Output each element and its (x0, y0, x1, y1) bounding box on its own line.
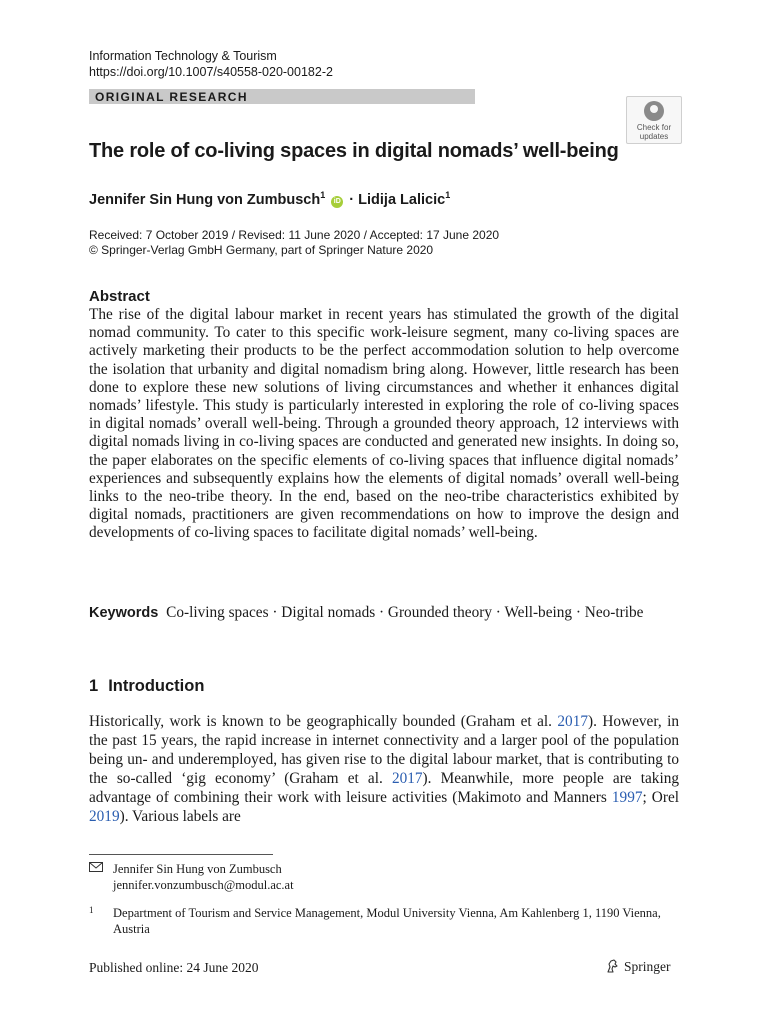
section-heading (89, 676, 204, 696)
citation-link[interactable]: 1997 (611, 789, 643, 806)
author-email[interactable]: jennifer.vonzumbusch@modul.ac.at (113, 878, 294, 892)
check-for-updates-button[interactable] (626, 96, 682, 144)
paragraph-text: ; Orel (642, 789, 679, 806)
paragraph-text: ). However, in the past 15 years, the rapid increase in internet connectivity and a larger pool of the population being un- and underemployed, has given rise to the digital labour market, that is contributing to the so-called ‘gig economy’ (Graham et al. (89, 713, 679, 787)
journal-name: Information Technology & Tourism (89, 49, 277, 63)
check-for-updates-label: Check for updates (636, 123, 672, 141)
article-title: The role of co-living spaces in digital nomads’ well-being (89, 140, 619, 162)
abstract-text: The rise of the digital labour market in recent years has stimulated the growth of the digital nomad community. To cater to this specific work-leisure segment, many co-living spaces are actively marketing their products to be the perfect accommodation solution to help overcome the isolation that urbanity and digital nomadism bring along. However, little research has been done to explore these new solutions of living circumstances and whether it enhances digital nomads’ lifestyle. This study is particularly interested in exploring the role of co-living spaces in digital nomads’ overall well-being. Through a grounded theory approach, 12 interviews with digital nomads living in co-living spaces are conducted and generated new insights. In doing so, the paper elaborates on the specific elements of co-living spaces that influence digital nomads’ experiences and subsequently explains how the elements of digital nomads’ overall well-being links to the neo-tribe theory. In the end, based on the neo-tribe characteristics exhibited by digital nomads, practitioners are given recommendations on how to improve the design and developments of co-living spaces to facilitate digital nomads’ well-being. (89, 306, 679, 542)
publisher-name: Springer (624, 959, 671, 974)
publisher-logo[interactable] (604, 958, 671, 976)
section-title: Introduction (108, 677, 205, 695)
affiliation-mark: 1 (445, 190, 451, 200)
citation-link[interactable]: 2017 (557, 713, 588, 730)
paragraph-text: ). Meanwhile, more people are taking advantage of combining their work with leisure activities (Makimoto and Manners (89, 770, 679, 806)
keywords (89, 603, 679, 623)
author-name[interactable]: Lidija Lalicic (358, 191, 446, 208)
corresponding-author: Jennifer Sin Hung von Zumbusch (113, 862, 282, 876)
orcid-icon[interactable]: iD (331, 196, 343, 208)
author-separator: · (349, 191, 359, 208)
citation-link[interactable]: 2019 (89, 808, 120, 825)
affiliation-mark: 1 (320, 190, 326, 200)
citation-link[interactable]: 2017 (391, 770, 423, 787)
author-list (89, 185, 450, 210)
author-name[interactable]: Jennifer Sin Hung von Zumbusch (89, 191, 321, 208)
keywords-list: Co-living spaces · Digital nomads · Grounded theory · Well-being · Neo-tribe (166, 604, 644, 621)
keywords-label: Keywords (89, 605, 159, 621)
affiliation-footnote: Department of Tourism and Service Management, Modul University Vienna, Am Kahlenberg 1, 1190 Vienna, Austria (113, 906, 661, 936)
article-dates: Received: 7 October 2019 / Revised: 11 June 2020 / Accepted: 17 June 2020 (89, 228, 500, 242)
paragraph-text: ). Various labels are (119, 808, 241, 825)
doi-link[interactable]: https://doi.org/10.1007/s40558-020-00182-2 (89, 65, 333, 79)
springer-horse-icon (604, 958, 620, 974)
article-type-label: ORIGINAL RESEARCH (95, 90, 248, 104)
paragraph-text: Historically, work is known to be geographically bounded (Graham et al. (89, 713, 558, 730)
introduction-paragraph (89, 712, 679, 826)
affiliation-footnote-mark: 1 (89, 905, 94, 915)
mail-icon (89, 862, 103, 872)
check-for-updates-icon (644, 101, 664, 121)
footnote-divider (89, 854, 273, 855)
published-online-date: Published online: 24 June 2020 (89, 960, 259, 975)
section-number: 1 (89, 677, 99, 695)
abstract-heading: Abstract (89, 288, 150, 305)
copyright-notice: © Springer-Verlag GmbH Germany, part of Springer Nature 2020 (89, 243, 434, 257)
